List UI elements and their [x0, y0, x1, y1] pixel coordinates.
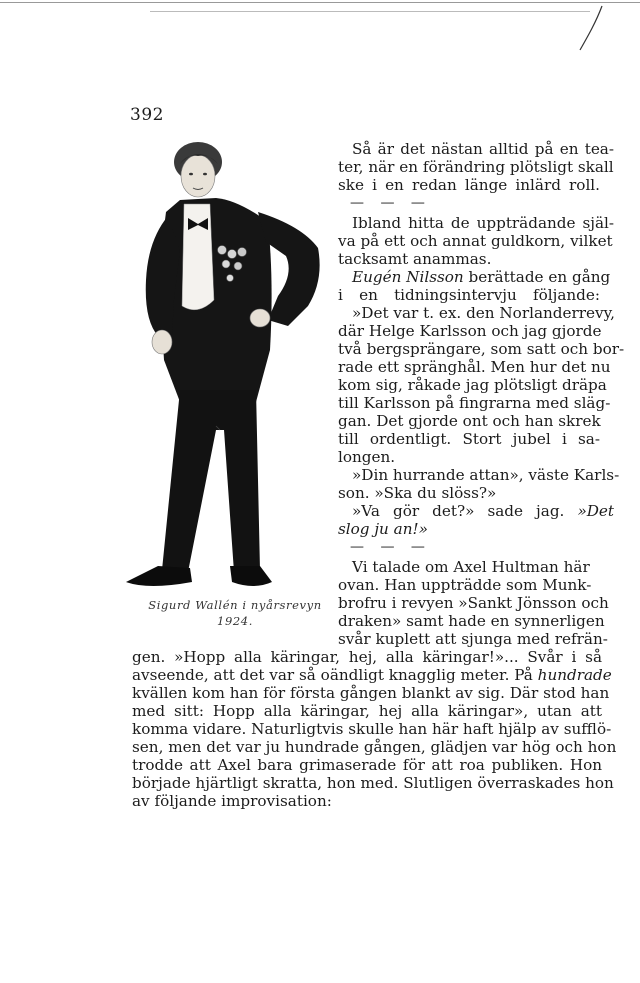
- line-text: där Helge Karlsson och jag gjorde: [338, 322, 602, 340]
- text-line: [338, 176, 600, 194]
- text-line: [338, 576, 600, 594]
- line-text: »Det var t. ex. den Norlanderrevy,: [352, 304, 615, 322]
- text-line: [132, 774, 614, 792]
- text-line: [132, 684, 610, 702]
- italic-name: slog ju an!»: [338, 520, 428, 538]
- top-edge-line: [0, 2, 640, 3]
- text-line: [338, 268, 614, 286]
- line-text: va på ett och annat guldkorn, vilket: [338, 232, 613, 250]
- line-text: trodde att Axel bara grimaserade för att roa publiken. Hon: [132, 756, 602, 774]
- text-line: [132, 720, 612, 738]
- text-line: [338, 250, 600, 268]
- text-line: [338, 358, 611, 376]
- text-line: [338, 394, 611, 412]
- line-text: kvällen kom han för första gången blankt av sig. Där stod han: [132, 684, 610, 702]
- text-line: [132, 738, 617, 756]
- line-text: ske i en redan länge inlärd roll.: [338, 176, 600, 194]
- line-text: draken» samt hade en synnerligen: [338, 612, 605, 630]
- line-text: »Va gör det?» sade jag.: [352, 502, 578, 520]
- text-line: [338, 194, 612, 212]
- text-line: [338, 340, 625, 358]
- line-text: i en tidningsintervju följande:: [338, 286, 600, 304]
- performer-photo: [118, 130, 330, 592]
- text-line: [338, 612, 605, 630]
- top-edge-line-2: [150, 11, 590, 12]
- text-line: [132, 792, 602, 810]
- line-text: — — —: [350, 539, 431, 555]
- text-line: [338, 286, 600, 304]
- text-line: [338, 376, 607, 394]
- text-line: [338, 538, 612, 556]
- text-line: [338, 430, 600, 448]
- text-line: [338, 214, 614, 232]
- line-text: svår kuplett att sjunga med refrän-: [338, 630, 608, 648]
- text-line: [132, 666, 612, 684]
- line-text: Så är det nästan alltid på en tea-: [352, 140, 614, 158]
- pencil-mark: [572, 4, 612, 54]
- line-text: Vi talade om Axel Hultman här: [352, 558, 590, 576]
- text-line: [338, 158, 614, 176]
- text-line: [338, 304, 614, 322]
- text-line: [338, 466, 620, 484]
- line-text: till ordentligt. Stort jubel i sa-: [338, 430, 600, 448]
- line-text: avseende, att det var så oändligt knagglig meter. På: [132, 666, 538, 684]
- line-text: Ibland hitta de uppträdande själ-: [352, 214, 614, 232]
- line-text: ter, när en förändring plötsligt skall: [338, 158, 614, 176]
- line-text: till Karlsson på fingrarna med släg-: [338, 394, 611, 412]
- italic-word: »Det: [577, 502, 614, 520]
- line-text: brofru i revyen »Sankt Jönsson och: [338, 594, 609, 612]
- italic-word: hundrade: [537, 666, 612, 684]
- text-line: [338, 520, 600, 538]
- text-line: [132, 702, 602, 720]
- text-line: [338, 558, 614, 576]
- line-text: longen.: [338, 448, 396, 466]
- italic-name: Eugén Nilsson: [352, 268, 464, 286]
- page-number: 392: [130, 105, 164, 125]
- line-text: två bergsprängare, som satt och bor-: [338, 340, 625, 358]
- photo-caption-line-1: Sigurd Wallén i nyårsrevyn: [148, 598, 322, 612]
- line-text: komma vidare. Naturligtvis skulle han här haft hjälp av sufflö-: [132, 720, 612, 738]
- text-line: [132, 648, 602, 666]
- line-text: med sitt: Hopp alla käringar, hej alla käringar», utan att: [132, 702, 602, 720]
- line-text: av följande improvisation:: [132, 792, 332, 810]
- line-text: sen, men det var ju hundrade gången, glädjen var hög och hon: [132, 738, 617, 756]
- text-line: [338, 412, 600, 430]
- line-text: — — —: [350, 195, 431, 211]
- text-line: [338, 322, 600, 340]
- line-text: berättade en gång: [463, 268, 611, 286]
- line-text: började hjärtligt skratta, hon med. Slutligen överraskades hon: [132, 774, 614, 792]
- text-line: [338, 448, 600, 466]
- line-text: tacksamt anammas.: [338, 250, 492, 268]
- line-text: gen. »Hopp alla käringar, hej, alla käringar!»... Svår i så: [132, 648, 602, 666]
- text-line: [132, 756, 602, 774]
- line-text: ovan. Han uppträdde som Munk-: [338, 576, 592, 594]
- text-line: [338, 594, 609, 612]
- photo-caption-line-2: 1924.: [217, 614, 253, 628]
- line-text: kom sig, råkade jag plötsligt dräpa: [338, 376, 607, 394]
- line-text: son. »Ska du slöss?»: [338, 484, 497, 502]
- line-text: rade ett spränghål. Men hur det nu: [338, 358, 611, 376]
- text-line: [338, 630, 608, 648]
- text-line: [338, 140, 614, 158]
- text-line: [338, 502, 614, 520]
- line-text: gan. Det gjorde ont och han skrek: [338, 412, 601, 430]
- text-line: [338, 484, 600, 502]
- text-line: [338, 232, 613, 250]
- line-text: »Din hurrande attan», väste Karls-: [352, 466, 620, 484]
